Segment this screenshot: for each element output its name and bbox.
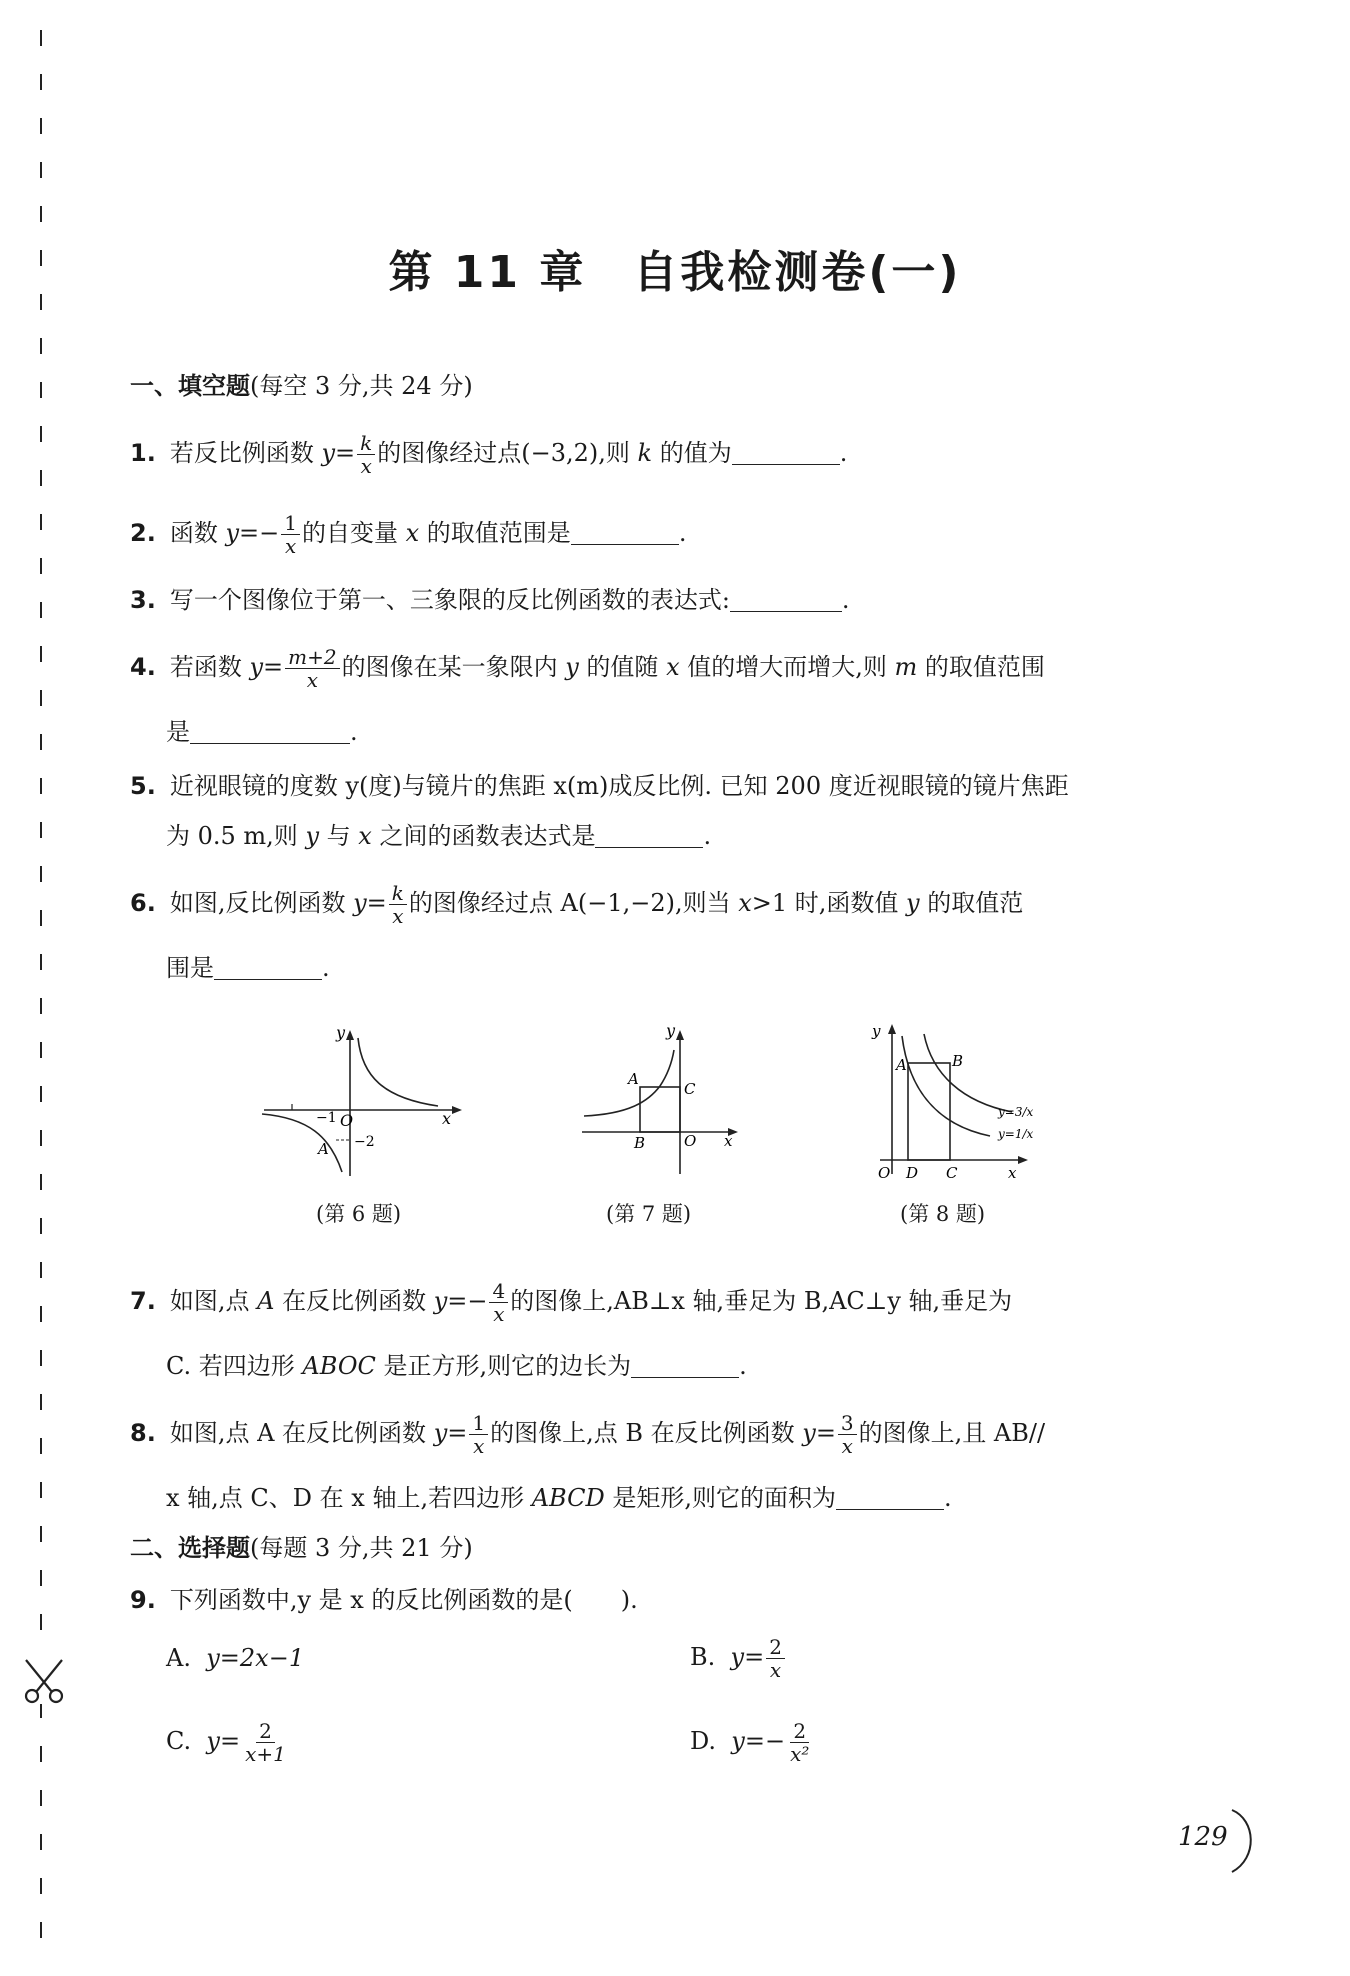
question-5-line-2: 为 0.5 m,则 y 与 x 之间的函数表达式是 . bbox=[166, 822, 712, 850]
question-7: 7. 如图,点 A 在反比例函数 y=− $\frac{4}{x}$ 的图像上,AB⊥x 轴,垂足为 B,AC⊥y 轴,垂足为 bbox=[130, 1279, 1013, 1326]
origin-label: O bbox=[684, 1132, 697, 1150]
option-b[interactable]: B. y= $\frac{2}{x}$ bbox=[690, 1636, 787, 1681]
y-label: y bbox=[666, 1022, 676, 1040]
x-label: x bbox=[724, 1132, 733, 1150]
answer-blank[interactable] bbox=[571, 518, 679, 545]
page-title: 第 11 章 自我检测卷(一) bbox=[388, 247, 962, 298]
question-number: 7. bbox=[130, 1287, 156, 1315]
y-axis-arrow bbox=[676, 1030, 684, 1040]
section-label: 一、填空题 bbox=[130, 372, 250, 400]
answer-blank[interactable] bbox=[836, 1483, 944, 1510]
origin-label: O bbox=[878, 1164, 891, 1182]
section-note: (每题 3 分,共 21 分) bbox=[250, 1534, 473, 1562]
rectangle-abcd bbox=[908, 1063, 950, 1160]
question-8: 8. 如图,点 A 在反比例函数 y= $\frac{1}{x}$ 的图像上,点 B 在反比例函数 y= $\frac{3}{x}$ 的图像上,且 AB// bbox=[130, 1411, 1046, 1458]
question-2: 2. 函数 y=− $\frac{1}{x}$ 的自变量 x 的取值范围是 . bbox=[130, 511, 687, 558]
option-d[interactable]: D. y=− $\frac{2}{\text{x²}}$ bbox=[690, 1720, 814, 1765]
question-number: 8. bbox=[130, 1419, 156, 1447]
x-axis-arrow bbox=[452, 1106, 462, 1114]
question-7-line-2: C. 若四边形 ABOC 是正方形,则它的边长为 . bbox=[166, 1352, 747, 1380]
curve-1-over-x bbox=[902, 1036, 990, 1136]
x-label: x bbox=[1008, 1164, 1017, 1182]
question-number: 2. bbox=[130, 519, 156, 547]
question-number: 1. bbox=[130, 439, 156, 467]
x-axis-arrow bbox=[1018, 1156, 1028, 1164]
fraction: $\frac{2}{\text{x²}}$ bbox=[790, 1719, 810, 1766]
point-d-label: D bbox=[906, 1164, 919, 1182]
section-note: (每空 3 分,共 24 分) bbox=[250, 372, 473, 400]
point-b-label: B bbox=[952, 1052, 964, 1070]
question-5: 5. 近视眼镜的度数 y(度)与镜片的焦距 x(m)成反比例. 已知 200 度近视眼镜的镜片焦距 bbox=[130, 772, 1069, 800]
figure-8 bbox=[852, 1014, 1048, 1190]
section-heading-multiple-choice bbox=[130, 1528, 473, 1568]
point-b-label: B bbox=[634, 1134, 646, 1152]
answer-blank[interactable] bbox=[190, 717, 350, 744]
origin-label: O bbox=[340, 1111, 354, 1130]
fraction: $\frac{2}{x}$ bbox=[766, 1636, 785, 1681]
question-number: 5. bbox=[130, 772, 156, 800]
question-3: 3. 写一个图像位于第一、三象限的反比例函数的表达式: . bbox=[130, 586, 850, 614]
question-1: 1. 若反比例函数 y= $\frac{k}{x}$ 的图像经过点(−3,2),则 k 的值为 . bbox=[130, 431, 848, 478]
option-c[interactable]: C. y= $\frac{2}{x+1}$ bbox=[166, 1720, 291, 1765]
fraction: $\frac{4}{x}$ bbox=[489, 1280, 508, 1325]
answer-blank[interactable] bbox=[732, 438, 840, 465]
figure-7-caption: (第 7 题) bbox=[606, 1202, 692, 1226]
option-a[interactable]: A. y=2x−1 bbox=[166, 1644, 305, 1672]
fraction: $\frac{k}{x}$ bbox=[357, 432, 375, 477]
scissors-icon bbox=[22, 1658, 66, 1704]
question-number: 4. bbox=[130, 653, 156, 681]
section-heading-fill-in bbox=[130, 366, 473, 406]
question-9: 9. 下列函数中,y 是 x 的反比例函数的是( ). bbox=[130, 1586, 638, 1614]
point-a-label: A bbox=[896, 1056, 907, 1074]
question-number: 9. bbox=[130, 1586, 156, 1614]
question-6: 6. 如图,反比例函数 y= $\frac{k}{x}$ 的图像经过点 A(−1,−2),则当 x>1 时,函数值 y 的取值范 bbox=[130, 881, 1024, 928]
curve-label-1-over-x: y=1/x bbox=[998, 1127, 1034, 1141]
fraction: $\frac{2}{x+1}$ bbox=[245, 1719, 286, 1766]
answer-blank[interactable] bbox=[631, 1351, 739, 1378]
point-c-label: C bbox=[684, 1080, 696, 1098]
question-4: 4. 若函数 y= $\frac{m+2}{x}$ 的图像在某一象限内 y 的值随 x 值的增大而增大,则 m 的取值范围 bbox=[130, 645, 1045, 692]
point-a-label: A bbox=[318, 1140, 329, 1158]
point-a-label: A bbox=[628, 1070, 639, 1088]
y-label: y bbox=[872, 1022, 881, 1040]
fraction: $\frac{1}{x}$ bbox=[281, 512, 300, 557]
fraction: $\frac{k}{x}$ bbox=[389, 882, 407, 927]
y-label: y bbox=[336, 1026, 346, 1042]
x-label: x bbox=[442, 1109, 452, 1128]
figure-6-caption: (第 6 题) bbox=[316, 1202, 402, 1226]
question-8-line-2: x 轴,点 C、D 在 x 轴上,若四边形 ABCD 是矩形,则它的面积为 . bbox=[166, 1484, 952, 1512]
fraction: $\frac{1}{x}$ bbox=[469, 1412, 488, 1457]
square-abco bbox=[640, 1087, 680, 1132]
answer-blank[interactable] bbox=[214, 953, 322, 980]
tick-neg2-label: −2 bbox=[354, 1134, 375, 1150]
point-c-label: C bbox=[946, 1164, 958, 1182]
y-axis-arrow bbox=[346, 1030, 354, 1040]
question-6-line-2: 围是 . bbox=[166, 954, 330, 982]
curve-label-3-over-x: y=3/x bbox=[998, 1105, 1034, 1119]
fraction: $\frac{3}{x}$ bbox=[838, 1412, 857, 1457]
figure-7 bbox=[578, 1022, 758, 1190]
question-4-line-2: 是 . bbox=[166, 718, 358, 746]
question-number: 6. bbox=[130, 889, 156, 917]
y-axis-arrow bbox=[888, 1024, 896, 1034]
section-label: 二、选择题 bbox=[130, 1534, 250, 1562]
answer-blank[interactable] bbox=[595, 821, 703, 848]
curve-3-over-x bbox=[924, 1034, 1012, 1112]
figure-8-caption: (第 8 题) bbox=[900, 1202, 986, 1226]
fraction: $\frac{m+2}{x}$ bbox=[285, 646, 339, 691]
page-number: 129 bbox=[1178, 1822, 1228, 1852]
curve-quadrant-1 bbox=[358, 1038, 438, 1106]
figure-6 bbox=[258, 1026, 468, 1190]
question-number: 3. bbox=[130, 586, 156, 614]
answer-blank[interactable] bbox=[730, 585, 842, 612]
tick-neg1-label: −1 bbox=[316, 1110, 337, 1126]
